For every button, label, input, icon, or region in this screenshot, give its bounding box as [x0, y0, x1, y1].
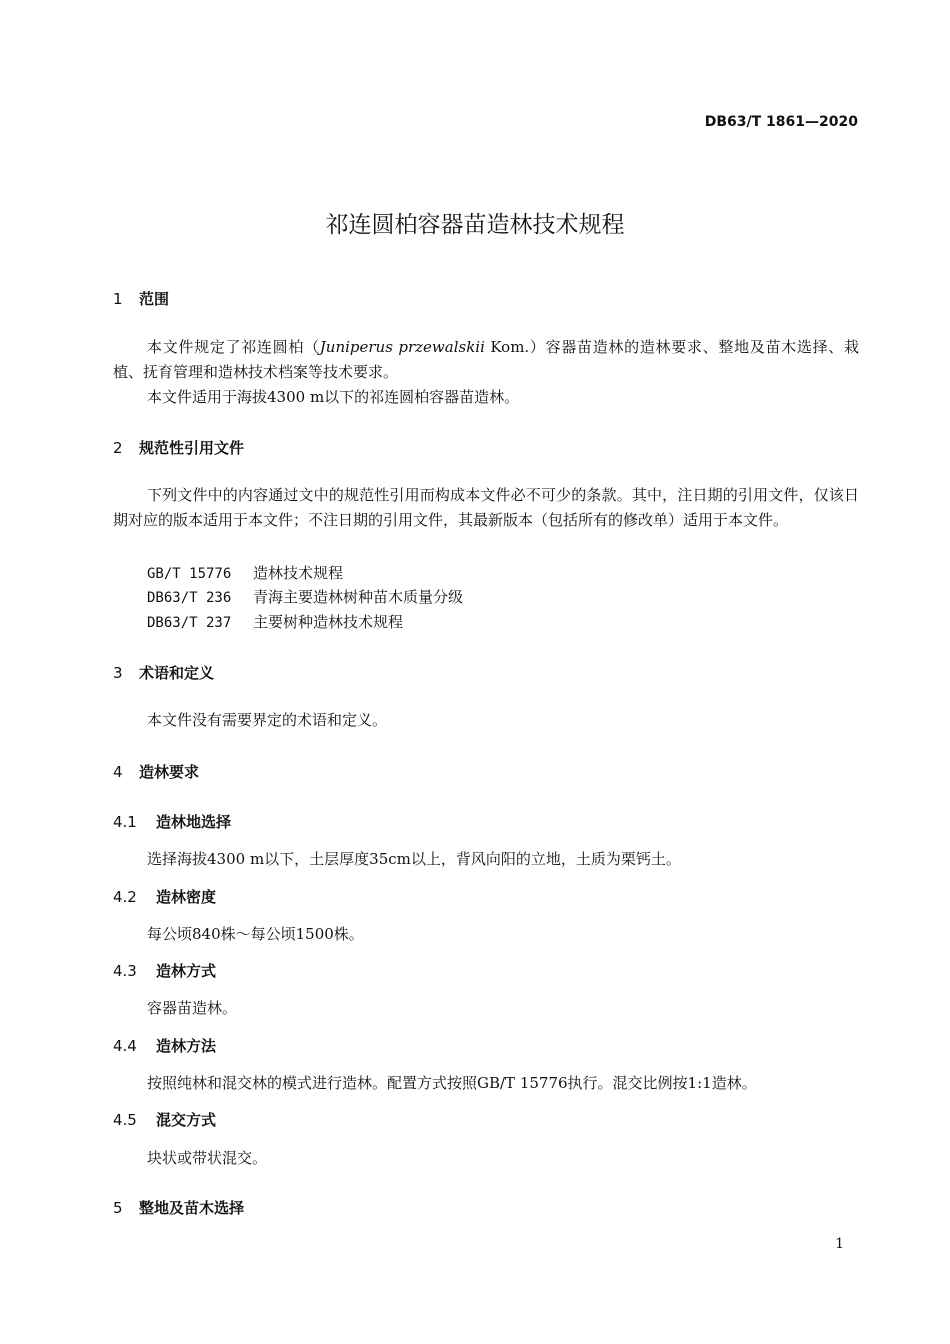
subsection-4-5-text: 块状或带状混交。	[147, 1149, 268, 1167]
section-number: 3	[113, 664, 123, 682]
subsection-title: 造林方式	[156, 962, 217, 980]
section-3-heading	[113, 662, 214, 683]
section-title: 造林要求	[139, 763, 200, 781]
document-code: DB63/T 1861—2020	[704, 114, 858, 130]
section-number: 2	[113, 439, 123, 457]
subsection-title: 造林方法	[156, 1037, 217, 1055]
section-3-paragraph-1: 本文件没有需要界定的术语和定义。	[147, 711, 388, 729]
subsection-title: 造林地选择	[156, 813, 232, 831]
section-5-heading	[113, 1197, 244, 1218]
page-number: 1	[835, 1236, 844, 1252]
reference-name: 造林技术规程	[253, 564, 344, 582]
reference-code: DB63/T 236	[147, 590, 232, 606]
section-1-paragraph-2: 本文件适用于海拔4300 m以下的祁连圆柏容器苗造林。	[147, 388, 520, 406]
section-number: 4	[113, 763, 123, 781]
reference-name: 青海主要造林树种苗木质量分级	[253, 588, 464, 606]
reference-code: DB63/T 237	[147, 615, 232, 631]
reference-item	[147, 586, 463, 607]
subsection-number: 4.1	[113, 813, 137, 831]
subsection-4-1-text: 选择海拔4300 m以下，土层厚度35cm以上，背风向阳的立地，土质为栗钙土。	[147, 850, 681, 868]
section-1-paragraph-1	[113, 335, 859, 385]
section-title: 范围	[139, 290, 170, 308]
section-title: 整地及苗木选择	[139, 1199, 245, 1217]
subsection-4-3-text: 容器苗造林。	[147, 999, 238, 1017]
text-run: Kom.）容器苗造林的造林要求、整地及苗木选择、栽植、抚育管理和造林技术档案等技术要求。	[113, 338, 860, 381]
subsection-number: 4.3	[113, 962, 137, 980]
reference-name: 主要树种造林技术规程	[253, 613, 404, 631]
subsection-4-2-text: 每公顷840株～每公顷1500株。	[147, 925, 364, 943]
text-run: 本文件规定了祁连圆柏（	[147, 338, 320, 356]
subsection-number: 4.5	[113, 1111, 137, 1129]
subsection-4-3-heading	[113, 960, 216, 981]
document-title: 祁连圆柏容器苗造林技术规程	[325, 212, 625, 238]
section-4-heading	[113, 761, 199, 782]
section-1-heading	[113, 288, 169, 309]
reference-item	[147, 562, 343, 583]
subsection-number: 4.4	[113, 1037, 137, 1055]
subsection-4-4-heading	[113, 1035, 216, 1056]
section-2-paragraph-1: 下列文件中的内容通过文中的规范性引用而构成本文件必不可少的条款。其中，注日期的引用文件，仅该日期对应的版本适用于本文件；不注日期的引用文件，其最新版本（包括所有的修改单）适用于本文件。	[113, 486, 859, 529]
subsection-title: 造林密度	[156, 888, 217, 906]
subsection-4-4-text: 按照纯林和混交林的模式进行造林。配置方式按照GB/T 15776执行。混交比例按1:1造林。	[147, 1074, 757, 1092]
reference-item	[147, 611, 403, 632]
reference-code: GB/T 15776	[147, 566, 232, 582]
section-title: 术语和定义	[139, 664, 215, 682]
section-2-heading	[113, 437, 244, 458]
section-number: 5	[113, 1199, 123, 1217]
section-title: 规范性引用文件	[139, 439, 245, 457]
subsection-title: 混交方式	[156, 1111, 217, 1129]
subsection-4-2-heading	[113, 886, 216, 907]
subsection-4-5-heading	[113, 1109, 216, 1130]
subsection-4-1-heading	[113, 811, 231, 832]
section-number: 1	[113, 290, 123, 308]
subsection-number: 4.2	[113, 888, 137, 906]
latin-name: Juniperus przewalskii	[319, 338, 485, 356]
